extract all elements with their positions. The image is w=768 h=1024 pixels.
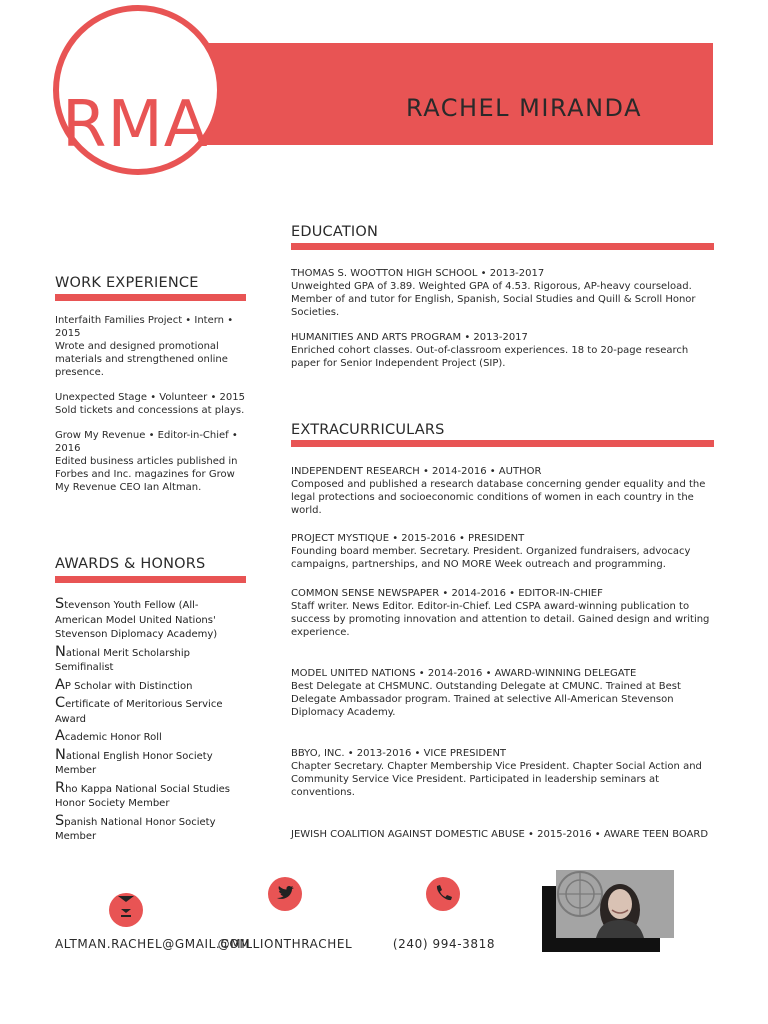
education-title: EDUCATION: [291, 224, 379, 240]
award-initial: C: [55, 695, 66, 711]
award-text: tevenson Youth Fellow (All-American Model United Nations' Stevenson Diplomacy Academy): [55, 600, 218, 640]
education-entry: [291, 331, 711, 370]
work-entry: [55, 314, 245, 379]
extra-entry-heading: BBYO, INC. • 2013-2016 • VICE PRESIDENT: [291, 748, 507, 759]
twitter-handle[interactable]: @MILLIONTHRACHEL: [217, 937, 353, 951]
work-entry-body: Wrote and designed promotional materials and strengthened online presence.: [55, 341, 228, 378]
work-entry-heading: Interfaith Families Project • Intern • 2015: [55, 315, 234, 339]
work-title: WORK EXPERIENCE: [55, 275, 199, 291]
education-entry-body: Enriched cohort classes. Out-of-classroom experiences. 18 to 20-page research paper for Senior Independent Project (SIP).: [291, 345, 689, 369]
extra-entry: [291, 587, 711, 639]
extra-entry: [291, 465, 711, 517]
education-entry-heading: THOMAS S. WOOTTON HIGH SCHOOL • 2013-2017: [291, 268, 545, 279]
extra-entry-heading: MODEL UNITED NATIONS • 2014-2016 • AWARD-WINNING DELEGATE: [291, 668, 637, 679]
profile-photo: [556, 870, 674, 938]
award-item: [55, 748, 235, 779]
work-title-bar: [55, 294, 246, 301]
award-text: ational English Honor Society Member: [55, 750, 213, 776]
twitter-icon[interactable]: [268, 877, 302, 911]
award-text: ho Kappa National Social Studies Honor Society Member: [55, 783, 230, 809]
extra-entry-heading: INDEPENDENT RESEARCH • 2014-2016 • AUTHOR: [291, 466, 542, 477]
work-entry-body: Edited business articles published in Forbes and Inc. magazines for Grow My Revenue CEO Ian Altman.: [55, 456, 238, 493]
work-entry-heading: Grow My Revenue • Editor-in-Chief • 2016: [55, 430, 238, 454]
work-list: [55, 314, 245, 506]
work-entry-heading: Unexpected Stage • Volunteer • 2015: [55, 392, 245, 403]
extra-entry-heading: PROJECT MYSTIQUE • 2015-2016 • PRESIDENT: [291, 533, 525, 544]
award-initial: A: [55, 728, 65, 744]
award-text: cademic Honor Roll: [64, 732, 162, 743]
award-item: [55, 814, 235, 845]
header-banner: [205, 43, 713, 145]
extracurriculars-title-bar: [291, 440, 714, 447]
full-name: RACHEL MIRANDA: [406, 96, 643, 118]
award-initial: R: [55, 779, 66, 796]
award-text: panish National Honor Society Member: [55, 816, 216, 842]
education-entry-body: Unweighted GPA of 3.89. Weighted GPA of 4.53. Rigorous, AP-heavy courseload. Member of and tutor for English, Spanish, Social Studies and Quill & Scroll Honor Societies.: [291, 281, 696, 318]
award-item: [55, 678, 235, 695]
phone-icon[interactable]: [426, 877, 460, 911]
award-initial: S: [55, 596, 65, 612]
extra-entry-body: Composed and published a research database concerning gender equality and the legal protections and socioeconomic conditions of women in each country in the world.: [291, 479, 706, 516]
work-entry-body: Sold tickets and concessions at plays.: [55, 405, 245, 416]
awards-title: AWARDS & HONORS: [55, 556, 206, 572]
extra-entry-heading: COMMON SENSE NEWSPAPER • 2014-2016 • EDITOR-IN-CHIEF: [291, 588, 603, 599]
extra-entry: [291, 828, 731, 841]
award-initial: A: [55, 676, 65, 693]
monogram: RMA: [62, 88, 209, 162]
phone-number[interactable]: (240) 994-3818: [392, 937, 496, 951]
education-entry: [291, 267, 711, 319]
award-item: [55, 729, 235, 746]
extra-entry-body: Staff writer. News Editor. Editor-in-Chief. Led CSPA award-winning publication to success by promoting innovation and attention to detail. Gained design and writing experience.: [291, 601, 710, 638]
education-title-bar: [291, 243, 714, 250]
award-text: ational Merit Scholarship Semifinalist: [55, 647, 190, 673]
award-item: [55, 597, 235, 643]
work-entry: [55, 429, 245, 494]
awards-list: [55, 597, 235, 847]
extra-entry: [291, 667, 711, 719]
extracurriculars-title: EXTRACURRICULARS: [291, 422, 445, 438]
award-text: ertificate of Meritorious Service Award: [55, 699, 223, 725]
award-item: [55, 696, 235, 727]
extra-entry: [291, 747, 711, 799]
award-initial: N: [55, 746, 66, 763]
education-entry-heading: HUMANITIES AND ARTS PROGRAM • 2013-2017: [291, 332, 528, 343]
award-text: P Scholar with Distinction: [64, 680, 193, 692]
award-initial: S: [55, 812, 65, 829]
extra-entry-heading: JEWISH COALITION AGAINST DOMESTIC ABUSE • 2015-2016 • AWARE TEEN BOARD: [291, 829, 709, 840]
education-list: [291, 267, 711, 382]
extra-entry: [291, 532, 711, 571]
award-item: [55, 645, 235, 676]
award-initial: N: [55, 643, 66, 660]
work-entry: [55, 391, 245, 417]
email-icon[interactable]: [109, 893, 143, 927]
awards-title-bar: [55, 576, 246, 583]
extra-entry-body: Founding board member. Secretary. President. Organized fundraisers, advocacy campaigns, partnerships, and NO MORE Week outreach and programming.: [291, 546, 691, 570]
extra-entry-body: Chapter Secretary. Chapter Membership Vice President. Chapter Social Action and Community Service Vice President. Participated in leadership seminars at conventions.: [291, 761, 702, 798]
email-text[interactable]: ALTMAN.RACHEL@GMAIL.COM: [55, 937, 251, 951]
award-item: [55, 781, 235, 812]
extra-entry-body: Best Delegate at CHSMUNC. Outstanding Delegate at CMUNC. Trained at Best Delegate Ambassador program. Trained at selective All-American Stevenson Diplomacy Academy.: [291, 681, 681, 718]
